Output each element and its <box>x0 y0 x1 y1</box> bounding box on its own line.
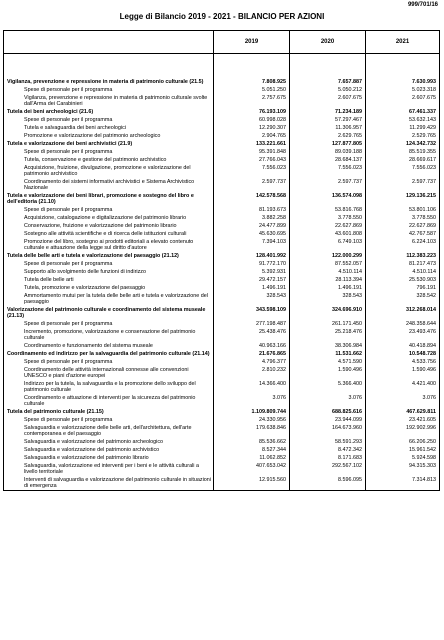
action-row <box>4 276 439 284</box>
value-2019: 21.676.865 <box>214 350 290 358</box>
value-2020: 1.496.191 <box>290 284 366 292</box>
action-row <box>4 230 439 238</box>
action-row <box>4 424 439 438</box>
value-2021: 6.224.103 <box>412 239 436 245</box>
row-label: Salvaguardia e valorizzazione delle belle arti, dell'architettura, dell'arte contemporanea e del paesaggio <box>4 424 214 438</box>
value-2019: 12.915.560 <box>214 476 290 490</box>
value-2021: 7.556.023 <box>412 165 436 171</box>
action-row <box>4 124 439 132</box>
action-row <box>4 476 439 490</box>
row-label: Spese di personale per il programma <box>4 86 214 94</box>
action-row <box>4 446 439 454</box>
value-2021: 28.669.617 <box>409 157 436 163</box>
action-row <box>4 178 439 192</box>
value-2021: 85.519.355 <box>409 149 436 155</box>
value-2019: 2.904.765 <box>214 132 290 140</box>
action-row <box>4 366 439 380</box>
value-2020: 25.218.476 <box>290 328 366 342</box>
value-2019: 179.638.846 <box>214 424 290 438</box>
value-2019: 2.597.737 <box>214 178 290 192</box>
row-label: Spese di personale per il programma <box>4 116 214 124</box>
value-2019: 2.810.232 <box>214 366 290 380</box>
value-2021: 312.268.014 <box>406 307 436 313</box>
value-2020: 164.673.960 <box>290 424 366 438</box>
action-row <box>4 238 439 252</box>
value-2020: 5.050.212 <box>290 86 366 94</box>
value-2020: 328.543 <box>290 292 366 306</box>
value-2019: 24.477.899 <box>214 222 290 230</box>
value-2019: 27.766.043 <box>214 156 290 164</box>
action-row <box>4 148 439 156</box>
row-label: Salvaguardia, valorizzazione ed interventi per i beni e le attività culturali a livello territoriale <box>4 462 214 476</box>
value-2019: 7.556.023 <box>214 164 290 178</box>
value-2019: 5.392.931 <box>214 268 290 276</box>
value-2021: 40.418.894 <box>409 343 436 349</box>
value-2021: 66.206.250 <box>409 439 436 445</box>
value-2020: 4.571.590 <box>290 358 366 366</box>
value-2019: 343.598.109 <box>214 306 290 320</box>
row-label: Tutela delle belle arti <box>4 276 214 284</box>
program-total-row <box>4 78 439 86</box>
value-2021: 3.778.550 <box>412 215 436 221</box>
table-body <box>4 78 439 490</box>
value-2021: 2.529.765 <box>412 133 436 139</box>
value-2020: 5.366.400 <box>290 380 366 394</box>
value-2019: 5.051.250 <box>214 86 290 94</box>
value-2020: 8.171.683 <box>290 454 366 462</box>
row-label: Promozione e valorizzazione del patrimonio archeologico <box>4 132 214 140</box>
value-2021: 129.136.215 <box>406 193 436 199</box>
action-row <box>4 358 439 366</box>
value-2020: 3.076 <box>290 394 366 408</box>
value-2019: 29.472.157 <box>214 276 290 284</box>
value-2020: 122.000.299 <box>290 252 366 260</box>
program-total-row <box>4 192 439 206</box>
value-2019: 2.757.675 <box>214 94 290 108</box>
value-2021: 248.358.644 <box>406 321 436 327</box>
value-2019: 407.653.042 <box>214 462 290 476</box>
value-2021: 4.510.114 <box>412 269 436 275</box>
value-2021: 94.315.303 <box>409 463 436 469</box>
value-2021: 4.421.400 <box>412 381 436 387</box>
row-label: Interventi di salvaguardia e valorizzazione del patrimonio culturale in situazioni di emergenza <box>4 476 214 490</box>
row-label: Tutela e valorizzazione dei beni librari, promozione e sostegno del libro e dell'editoria (21.10) <box>4 192 214 206</box>
value-2021: 1.590.496 <box>412 367 436 373</box>
value-2021: 23.421.605 <box>409 417 436 423</box>
value-2020: 43.601.808 <box>290 230 366 238</box>
row-label: Spese di personale per il programma <box>4 206 214 214</box>
row-label: Tutela, conservazione e gestione del patrimonio archivistico <box>4 156 214 164</box>
action-row <box>4 164 439 178</box>
row-label: Tutela del patrimonio culturale (21.15) <box>4 408 214 416</box>
value-2019: 7.808.925 <box>214 78 290 86</box>
value-2019: 95.391.848 <box>214 148 290 156</box>
row-label: Valorizzazione del patrimonio culturale e coordinamento del sistema museale (21.13) <box>4 306 214 320</box>
action-row <box>4 206 439 214</box>
row-label: Promozione del libro, sostegno ai prodotti editoriali a elevato contenuto culturale e attuazione della legge sul diritto d'autore <box>4 238 214 252</box>
value-2021: 10.548.728 <box>409 351 436 357</box>
row-label: Vigilanza, prevenzione e repressione in materia di patrimonio culturale (21.5) <box>4 78 214 86</box>
value-2021: 5.023.318 <box>412 87 436 93</box>
value-2019: 1.496.191 <box>214 284 290 292</box>
value-2020: 324.696.910 <box>290 306 366 320</box>
value-2019: 45.630.695 <box>214 230 290 238</box>
value-2021: 112.383.223 <box>406 253 436 259</box>
action-row <box>4 260 439 268</box>
row-label: Incremento, promozione, valorizzazione e conservazione del patrimonio culturale <box>4 328 214 342</box>
row-label: Tutela e valorizzazione dei beni archivistici (21.9) <box>4 140 214 148</box>
row-label: Coordinamento dei sistemi informativi archivistici e Sistema Archivistico Nazionale <box>4 178 214 192</box>
action-row <box>4 462 439 476</box>
action-row <box>4 86 439 94</box>
header-description <box>4 31 214 53</box>
row-label: Indirizzo per la tutela, la salvaguardia e la promozione dello sviluppo del patrimonio culturale <box>4 380 214 394</box>
value-2019: 8.527.344 <box>214 446 290 454</box>
value-2020: 38.306.984 <box>290 342 366 350</box>
document-code: 999/701/16 <box>407 2 438 8</box>
row-label: Spese di personale per il programma <box>4 148 214 156</box>
value-2021: 5.924.598 <box>412 455 436 461</box>
row-label: Coordinamento e funzionamento del sistema museale <box>4 342 214 350</box>
row-label: Acquisizione, fruizione, divulgazione, promozione e valorizzazione del patrimonio archivistico <box>4 164 214 178</box>
value-2019: 328.543 <box>214 292 290 306</box>
row-label: Coordinamento ed indirizzo per la salvaguardia del patrimonio culturale (21.14) <box>4 350 214 358</box>
value-2020: 7.556.023 <box>290 164 366 178</box>
value-2021: 3.076 <box>422 395 436 401</box>
value-2019: 40.963.166 <box>214 342 290 350</box>
row-label: Ammortamento mutui per la tutela delle belle arti e tutela e valorizzazione del paesaggio <box>4 292 214 306</box>
row-label: Conservazione, fruizione e valorizzazione del patrimonio librario <box>4 222 214 230</box>
value-2021: 22.627.869 <box>409 223 436 229</box>
value-2019: 1.109.809.744 <box>214 408 290 416</box>
value-2020: 292.567.102 <box>290 462 366 476</box>
row-label: Spese di personale per il programma <box>4 358 214 366</box>
action-row <box>4 416 439 424</box>
value-2021: 67.461.337 <box>409 109 436 115</box>
value-2019: 142.578.568 <box>214 192 290 206</box>
page-title: Legge di Bilancio 2019 - 2021 - BILANCIO PER AZIONI <box>119 12 325 21</box>
value-2020: 28.113.394 <box>290 276 366 284</box>
program-total-row <box>4 252 439 260</box>
value-2019: 60.998.028 <box>214 116 290 124</box>
value-2020: 11.531.662 <box>290 350 366 358</box>
value-2020: 11.306.957 <box>290 124 366 132</box>
value-2021: 2.607.675 <box>412 95 436 101</box>
row-label: Spese di personale per il programma <box>4 260 214 268</box>
value-2020: 8.472.342 <box>290 446 366 454</box>
value-2021: 328.542 <box>416 293 436 299</box>
action-row <box>4 156 439 164</box>
value-2020: 6.749.103 <box>290 238 366 252</box>
row-label: Salvaguardia e valorizzazione del patrimonio archeologico <box>4 438 214 446</box>
value-2021: 7.630.993 <box>412 79 436 85</box>
action-row <box>4 320 439 328</box>
value-2021: 11.299.429 <box>409 125 436 131</box>
header-year-2019: 2019 <box>214 31 290 53</box>
row-label: Acquisizione, catalogazione e digitalizzazione del patrimonio librario <box>4 214 214 222</box>
program-total-row <box>4 108 439 116</box>
value-2019: 91.772.170 <box>214 260 290 268</box>
value-2020: 2.597.737 <box>290 178 366 192</box>
row-label: Vigilanza, prevenzione e repressione in materia di patrimonio culturale svolte dall'Arma dei Carabinieri <box>4 94 214 108</box>
action-row <box>4 438 439 446</box>
value-2020: 3.778.550 <box>290 214 366 222</box>
value-2020: 7.657.887 <box>290 78 366 86</box>
value-2020: 53.816.768 <box>290 206 366 214</box>
action-row <box>4 328 439 342</box>
action-row <box>4 284 439 292</box>
value-2019: 12.290.307 <box>214 124 290 132</box>
value-2020: 127.877.805 <box>290 140 366 148</box>
value-2020: 71.234.189 <box>290 108 366 116</box>
action-row <box>4 380 439 394</box>
table-header <box>4 31 439 54</box>
value-2019: 76.193.109 <box>214 108 290 116</box>
value-2021: 53.632.143 <box>409 117 436 123</box>
header-year-2020: 2020 <box>290 31 366 53</box>
value-2021: 25.530.903 <box>409 277 436 283</box>
row-label: Tutela e salvaguardia dei beni archeologici <box>4 124 214 132</box>
program-total-row <box>4 306 439 320</box>
value-2019: 3.076 <box>214 394 290 408</box>
value-2021: 796.191 <box>416 285 436 291</box>
value-2020: 261.171.450 <box>290 320 366 328</box>
value-2019: 81.193.673 <box>214 206 290 214</box>
row-label: Spese di personale per il programma <box>4 416 214 424</box>
value-2019: 128.401.992 <box>214 252 290 260</box>
value-2020: 8.596.095 <box>290 476 366 490</box>
program-total-row <box>4 140 439 148</box>
action-row <box>4 214 439 222</box>
row-label: Tutela dei beni archeologici (21.6) <box>4 108 214 116</box>
action-row <box>4 116 439 124</box>
value-2020: 23.944.099 <box>290 416 366 424</box>
header-spacer <box>4 54 439 78</box>
action-row <box>4 394 439 408</box>
value-2020: 89.039.188 <box>290 148 366 156</box>
program-total-row <box>4 408 439 416</box>
action-row <box>4 268 439 276</box>
value-2021: 2.597.737 <box>412 179 436 185</box>
row-label: Tutela, promozione e valorizzazione del paesaggio <box>4 284 214 292</box>
budget-table <box>3 30 440 491</box>
action-row <box>4 132 439 140</box>
row-label: Salvaguardia e valorizzazione del patrimonio librario <box>4 454 214 462</box>
action-row <box>4 292 439 306</box>
value-2021: 7.314.813 <box>412 477 436 483</box>
value-2021: 42.767.587 <box>409 231 436 237</box>
row-label: Coordinamento delle attività internazionali connesse alle convenzioni UNESCO e piani d'azione europei <box>4 366 214 380</box>
value-2020: 28.684.137 <box>290 156 366 164</box>
value-2020: 1.590.496 <box>290 366 366 380</box>
row-label: Tutela delle belle arti e tutela e valorizzazione del paesaggio (21.12) <box>4 252 214 260</box>
value-2021: 23.493.476 <box>409 329 436 335</box>
value-2020: 2.629.765 <box>290 132 366 140</box>
action-row <box>4 342 439 350</box>
value-2019: 4.796.377 <box>214 358 290 366</box>
header-year-2021: 2021 <box>395 39 410 45</box>
value-2019: 133.221.661 <box>214 140 290 148</box>
value-2021: 467.629.811 <box>406 409 436 415</box>
row-label: Salvaguardia e valorizzazione del patrimonio archivistico <box>4 446 214 454</box>
value-2019: 85.536.662 <box>214 438 290 446</box>
value-2019: 24.330.956 <box>214 416 290 424</box>
value-2020: 87.552.057 <box>290 260 366 268</box>
action-row <box>4 94 439 108</box>
value-2020: 58.591.293 <box>290 438 366 446</box>
row-label: Coordinamento e attuazione di interventi per la sicurezza del patrimonio culturale <box>4 394 214 408</box>
action-row <box>4 222 439 230</box>
value-2020: 136.574.098 <box>290 192 366 206</box>
value-2021: 192.902.996 <box>406 425 436 431</box>
value-2019: 277.198.487 <box>214 320 290 328</box>
value-2021: 53.801.106 <box>409 207 436 213</box>
value-2019: 11.062.852 <box>214 454 290 462</box>
value-2020: 22.627.869 <box>290 222 366 230</box>
value-2020: 2.607.675 <box>290 94 366 108</box>
row-label: Sostegno alle attività scientifiche e di ricerca delle istituzioni culturali <box>4 230 214 238</box>
value-2019: 7.394.103 <box>214 238 290 252</box>
action-row <box>4 454 439 462</box>
value-2021: 4.533.756 <box>412 359 436 365</box>
value-2021: 124.342.732 <box>406 141 436 147</box>
value-2020: 688.825.616 <box>290 408 366 416</box>
value-2019: 25.438.476 <box>214 328 290 342</box>
row-label: Spese di personale per il programma <box>4 320 214 328</box>
row-label: Supporto allo svolgimento delle funzioni di indirizzo <box>4 268 214 276</box>
value-2019: 3.882.258 <box>214 214 290 222</box>
value-2020: 57.297.467 <box>290 116 366 124</box>
value-2021: 81.217.473 <box>409 261 436 267</box>
value-2019: 14.366.400 <box>214 380 290 394</box>
value-2020: 4.510.114 <box>290 268 366 276</box>
program-total-row <box>4 350 439 358</box>
value-2021: 15.961.542 <box>409 447 436 453</box>
